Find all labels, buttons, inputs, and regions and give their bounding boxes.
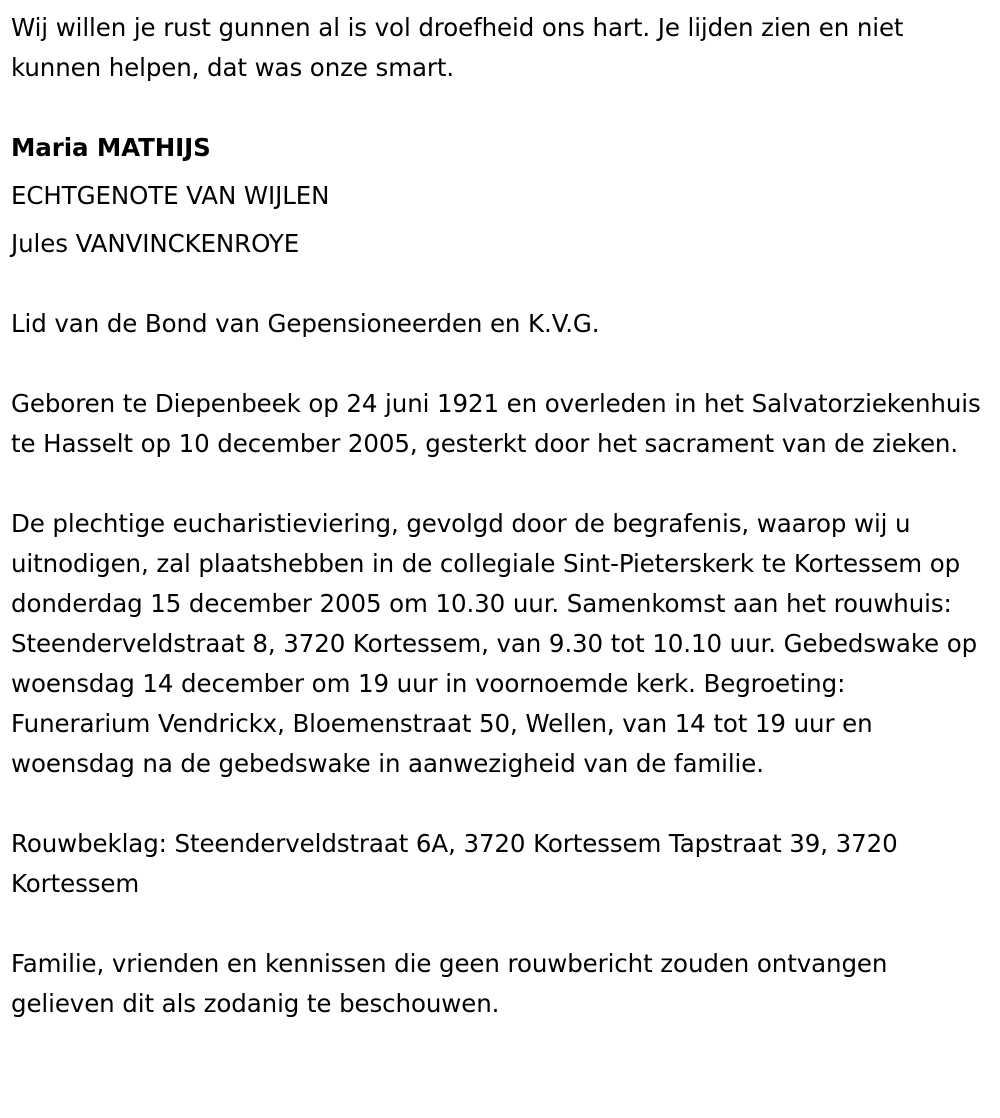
closing-paragraph: Familie, vrienden en kennissen die geen rouwbericht zouden ontvangen gelieven dit als zodanig te beschouwen. xyxy=(11,949,888,1018)
spacer xyxy=(11,88,986,124)
spacer xyxy=(11,464,986,504)
membership-line: Lid van de Bond van Gepensioneerden en K.V.G. xyxy=(11,309,600,338)
spacer xyxy=(11,268,986,304)
ceremony-paragraph: De plechtige eucharistieviering, gevolgd door de begrafenis, waarop wij u uitnodigen, zal plaatshebben in de collegiale Sint-Pieterskerk te Kortessem op donderdag 15 december 2005 om 10.30 uur. Samenkomst aan het rouwhuis: Steenderveldstraat 8, 3720 Kortessem, van 9.30 tot 10.10 uur. Gebedswake op woensdag 14 december om 19 uur in voornoemde kerk. Begroeting: Funerarium Vendrickx, Bloemenstraat 50, Wellen, van 14 tot 19 uur en woensdag na de gebedswake in aanwezigheid van de familie. xyxy=(11,509,978,778)
intro-verse: Wij willen je rust gunnen al is vol droefheid ons hart. Je lijden zien en niet kunnen helpen, dat was onze smart. xyxy=(11,13,904,82)
relation-line: ECHTGENOTE VAN WIJLEN xyxy=(11,181,330,210)
spacer xyxy=(11,784,986,824)
spacer xyxy=(11,904,986,944)
deceased-name: Maria MATHIJS xyxy=(11,133,211,162)
spacer xyxy=(11,344,986,384)
spouse-name: Jules VANVINCKENROYE xyxy=(11,229,300,258)
birth-death-paragraph: Geboren te Diepenbeek op 24 juni 1921 en overleden in het Salvatorziekenhuis te Hasselt op 10 december 2005, gesterkt door het sacrament van de zieken. xyxy=(11,389,981,458)
condolences-paragraph: Rouwbeklag: Steenderveldstraat 6A, 3720 Kortessem Tapstraat 39, 3720 Kortessem xyxy=(11,829,898,898)
